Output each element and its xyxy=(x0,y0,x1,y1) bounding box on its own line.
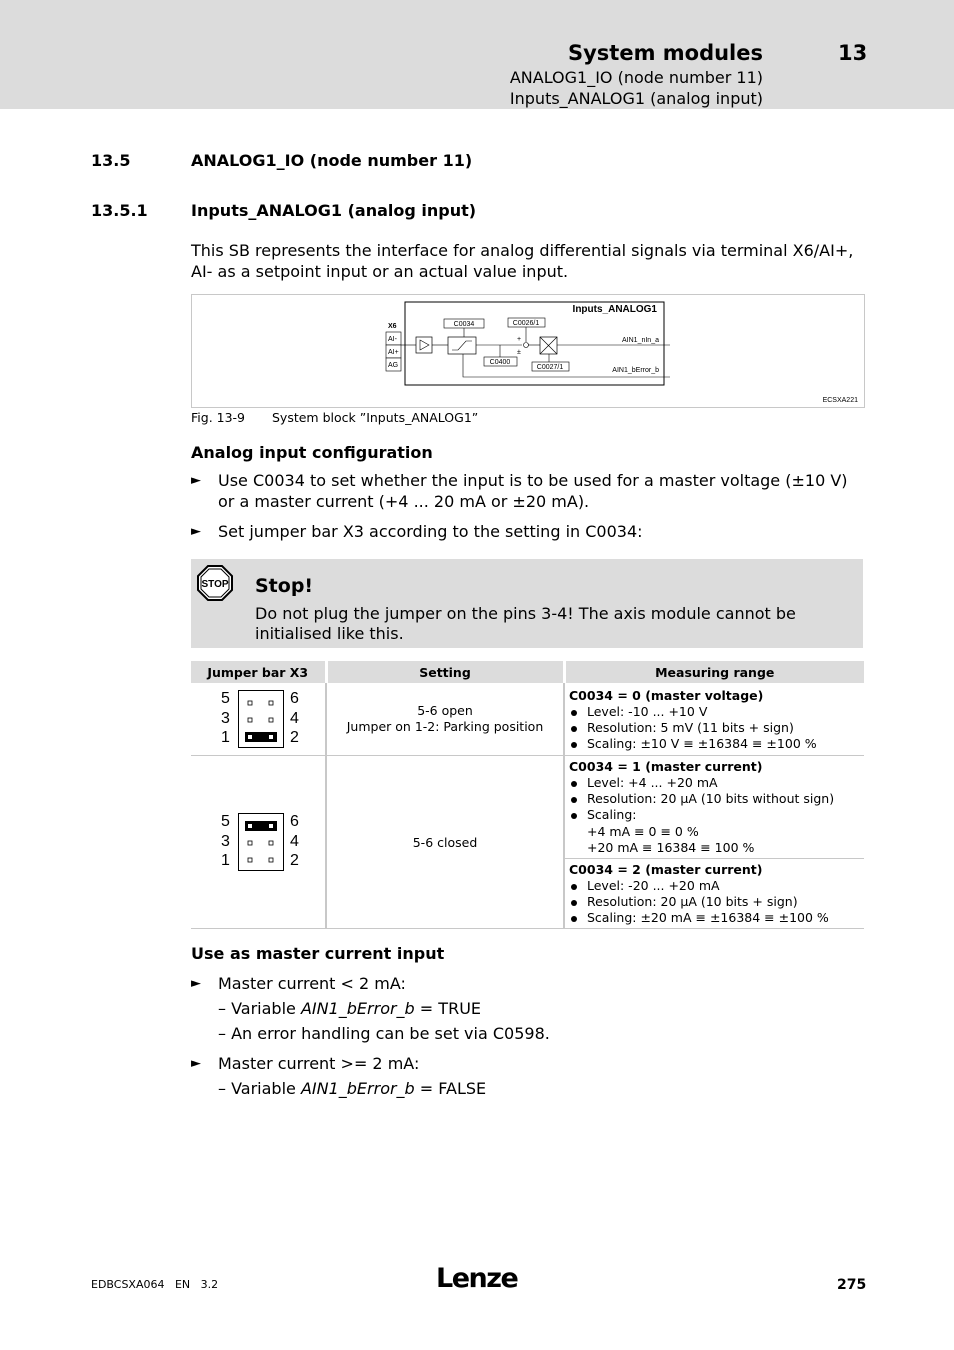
arrow-icon: ► xyxy=(191,1056,201,1071)
code-c0034: C0034 xyxy=(453,321,475,328)
intro-paragraph: This SB represents the interface for analog differential signals via terminal X6/AI+, AI- as a setpoint input or an actual value input. xyxy=(191,241,854,281)
list-item: Resolution: 5 mV (11 bits + sign) xyxy=(569,720,864,736)
subsection-title: Inputs_ANALOG1 (analog input) xyxy=(191,201,477,220)
page-header xyxy=(0,0,954,109)
stop-sign-text: STOP xyxy=(201,579,229,590)
bullet-icon xyxy=(571,797,577,803)
list-item: Scaling: ±20 mA ≡ ±16384 ≡ ±100 % xyxy=(569,910,864,926)
stop-title: Stop! xyxy=(255,575,314,597)
list-item xyxy=(191,521,863,542)
range-heading: C0034 = 1 (master current) xyxy=(569,758,763,774)
jumper-table xyxy=(191,661,864,929)
figure-ref: ECSXA221 xyxy=(822,397,858,404)
scaling-line: +20 mA ≡ 16384 ≡ 100 % xyxy=(587,839,755,855)
list-item-text: Use C0034 to set whether the input is to be used for a master voltage (±10 V) or a master current (+4 ... 20 mA or ±20 mA). xyxy=(218,471,848,511)
setting-text: 5-6 open xyxy=(417,703,473,718)
bullet-icon xyxy=(571,813,577,819)
range-heading: C0034 = 2 (master current) xyxy=(569,861,763,877)
arrow-icon: ► xyxy=(191,976,201,991)
jumper-diagram-closed: 5 3 1 6 4 2 xyxy=(221,813,299,869)
list-item: Resolution: 20 µA (10 bits + sign) xyxy=(569,894,864,910)
output-ain1-berror-b: AIN1_bError_b xyxy=(612,367,659,374)
stop-warning-box xyxy=(191,559,863,648)
col-header-range: Measuring range xyxy=(564,661,864,683)
bullet-icon xyxy=(571,742,577,748)
list-item: Resolution: 20 µA (10 bits without sign) xyxy=(569,791,864,807)
master-heading: Use as master current input xyxy=(191,944,445,963)
bullet-icon xyxy=(571,900,577,906)
svg-text:+: + xyxy=(517,336,522,343)
chapter-number: 13 xyxy=(838,41,868,65)
arrow-icon: ► xyxy=(191,524,201,539)
bullet-icon xyxy=(571,710,577,716)
arrow-icon: ► xyxy=(191,473,201,488)
sub-item: – Variable AIN1_bError_b = TRUE xyxy=(218,999,482,1018)
code-c0026: C0026/1 xyxy=(512,320,540,327)
system-block-diagram xyxy=(191,294,865,408)
subsection-number: 13.5.1 xyxy=(91,201,148,220)
list-item-text: Master current < 2 mA: xyxy=(218,974,406,993)
config-heading: Analog input configuration xyxy=(191,443,433,462)
variable-name: AIN1_bError_b xyxy=(300,1079,415,1098)
jumper-diagram-open: 5 3 1 6 4 2 xyxy=(221,690,299,746)
list-item: Level: -10 ... +10 V xyxy=(569,704,864,720)
bullet-icon xyxy=(571,884,577,890)
code-c0027: C0027/1 xyxy=(536,364,564,371)
list-item-text: Master current >= 2 mA: xyxy=(218,1054,420,1073)
bullet-icon xyxy=(571,781,577,787)
terminal-label: X6 xyxy=(388,323,397,330)
stop-sign-icon xyxy=(196,564,234,602)
figure-caption: System block ”Inputs_ANALOG1” xyxy=(272,410,479,425)
sub-item: – Variable AIN1_bError_b = FALSE xyxy=(218,1079,487,1098)
stop-text: Do not plug the jumper on the pins 3-4! The axis module cannot be initialised like this. xyxy=(255,604,796,643)
range-heading: C0034 = 0 (master voltage) xyxy=(569,687,764,703)
page-number: 275 xyxy=(837,1277,867,1293)
amplifier-icon xyxy=(420,340,429,350)
bullet-icon xyxy=(571,916,577,922)
characteristic-icon xyxy=(452,341,472,350)
lenze-logo: Lenze xyxy=(436,1263,518,1294)
list-item: Scaling: xyxy=(569,807,864,823)
list-item: Level: -20 ... +20 mA xyxy=(569,878,864,894)
doc-id: EDBCSXA064 EN 3.2 xyxy=(91,1278,219,1291)
list-item xyxy=(191,973,863,994)
header-subtitle-1: ANALOG1_IO (node number 11) xyxy=(509,68,763,87)
header-subtitle-2: Inputs_ANALOG1 (analog input) xyxy=(509,89,763,108)
svg-text:±: ± xyxy=(517,349,521,356)
summing-point-icon xyxy=(524,343,529,348)
scaling-line: +4 mA ≡ 0 ≡ 0 % xyxy=(587,823,699,839)
output-ain1-nin-a: AIN1_nIn_a xyxy=(622,337,659,344)
list-item: Scaling: ±10 V ≡ ±16384 ≡ ±100 % xyxy=(569,736,864,752)
variable-name: AIN1_bError_b xyxy=(300,999,415,1018)
code-c0400: C0400 xyxy=(489,359,511,366)
sub-item: – An error handling can be set via C0598. xyxy=(218,1024,550,1043)
bullet-icon xyxy=(571,726,577,732)
block-title: Inputs_ANALOG1 xyxy=(572,304,657,315)
setting-text: Jumper on 1-2: Parking position xyxy=(346,719,544,734)
section-number: 13.5 xyxy=(91,151,131,170)
list-item: Level: +4 ... +20 mA xyxy=(569,775,864,791)
pin-ai-plus-label: AI+ xyxy=(388,349,399,356)
table-row xyxy=(191,756,864,859)
jumper-bar-icon xyxy=(238,813,284,871)
figure-number: Fig. 13-9 xyxy=(191,410,246,425)
col-header-setting: Setting xyxy=(326,661,564,683)
jumper-bar-icon xyxy=(238,690,284,748)
table-row xyxy=(191,683,864,756)
list-item xyxy=(191,470,863,512)
pin-ag-label: AG xyxy=(388,362,399,369)
col-header-jumper: Jumper bar X3 xyxy=(191,661,326,683)
header-title: System modules xyxy=(567,41,763,65)
setting-text: 5-6 closed xyxy=(326,756,564,929)
list-item-text: Set jumper bar X3 according to the setting in C0034: xyxy=(218,522,643,541)
section-title: ANALOG1_IO (node number 11) xyxy=(191,151,473,170)
list-item xyxy=(191,1053,863,1074)
pin-ai-minus-label: AI- xyxy=(388,336,397,343)
